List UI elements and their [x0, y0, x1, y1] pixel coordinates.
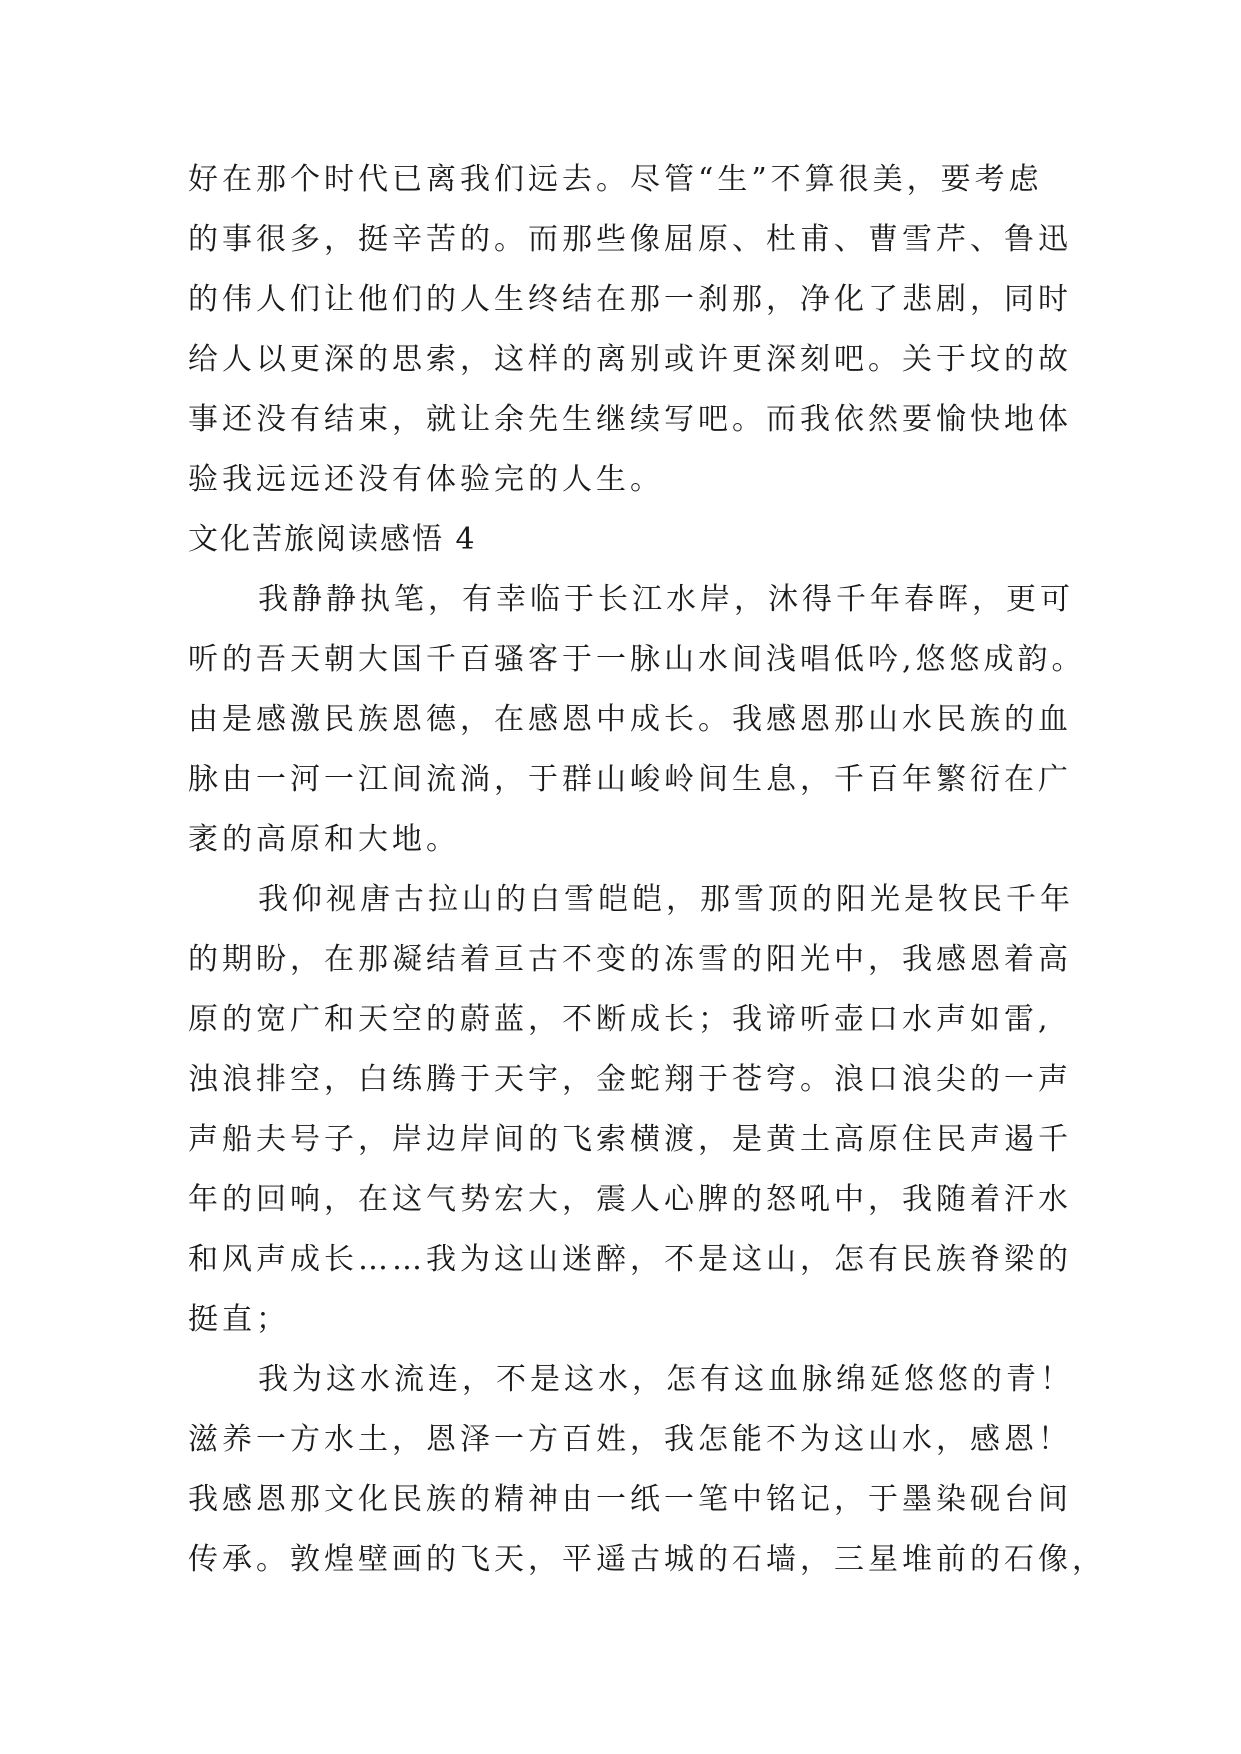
paragraph-2 [188, 870, 1074, 1350]
text-line: 声船夫号子，岸边岸间的飞索横渡，是黄土高原住民声遏千 [188, 1122, 1072, 1157]
text-line: 听的吾天朝大国千百骚客于一脉山水间浅唱低吟,悠悠成韵。 [188, 642, 1086, 677]
text-line: 脉由一河一江间流淌，于群山峻岭间生息，千百年繁衍在广 [188, 762, 1072, 797]
text-line: 的期盼，在那凝结着亘古不变的冻雪的阳光中，我感恩着高 [188, 942, 1072, 977]
text-line: 我静静执笔，有幸临于长江水岸，沐得千年春晖，更可 [258, 582, 1074, 617]
text-line: 挺直； [188, 1302, 290, 1337]
text-line: 袤的高原和大地。 [188, 822, 460, 857]
text-line: 验我远远还没有体验完的人生。 [188, 462, 664, 497]
text-line: 浊浪排空，白练腾于天宇，金蛇翔于苍穹。浪口浪尖的一声 [188, 1062, 1072, 1097]
text-line: 我为这水流连，不是这水，怎有这血脉绵延悠悠的青！ [258, 1362, 1074, 1397]
section-heading: 文化苦旅阅读感悟 4 [188, 522, 477, 557]
text-line: 和风声成长……我为这山迷醉，不是这山，怎有民族脊梁的 [188, 1242, 1072, 1277]
text-line: 我仰视唐古拉山的白雪皑皑，那雪顶的阳光是牧民千年 [258, 882, 1074, 917]
text-line: 的事很多，挺辛苦的。而那些像屈原、杜甫、曹雪芹、鲁迅 [188, 222, 1072, 257]
text-line: 我感恩那文化民族的精神由一纸一笔中铭记，于墨染砚台间 [188, 1482, 1072, 1517]
text-line: 滋养一方水土，恩泽一方百姓，我怎能不为这山水，感恩！ [188, 1422, 1072, 1457]
document-page [188, 150, 1106, 1590]
text-line: 事还没有结束，就让余先生继续写吧。而我依然要愉快地体 [188, 402, 1072, 437]
text-line: 好在那个时代已离我们远去。尽管“生”不算很美，要考虑 [188, 162, 1043, 197]
text-line: 原的宽广和天空的蔚蓝，不断成长；我谛听壶口水声如雷, [188, 1002, 1052, 1037]
text-line: 年的回响，在这气势宏大，震人心脾的怒吼中，我随着汗水 [188, 1182, 1072, 1217]
paragraph-1 [188, 570, 1086, 870]
text-line: 由是感激民族恩德，在感恩中成长。我感恩那山水民族的血 [188, 702, 1072, 737]
text-line: 的伟人们让他们的人生终结在那一刹那，净化了悲剧，同时 [188, 282, 1072, 317]
text-line: 给人以更深的思索，这样的离别或许更深刻吧。关于坟的故 [188, 342, 1072, 377]
intro-paragraph [188, 150, 1072, 510]
paragraph-3 [188, 1350, 1106, 1590]
text-line: 传承。敦煌壁画的飞天，平遥古城的石墙，三星堆前的石像， [188, 1542, 1106, 1577]
